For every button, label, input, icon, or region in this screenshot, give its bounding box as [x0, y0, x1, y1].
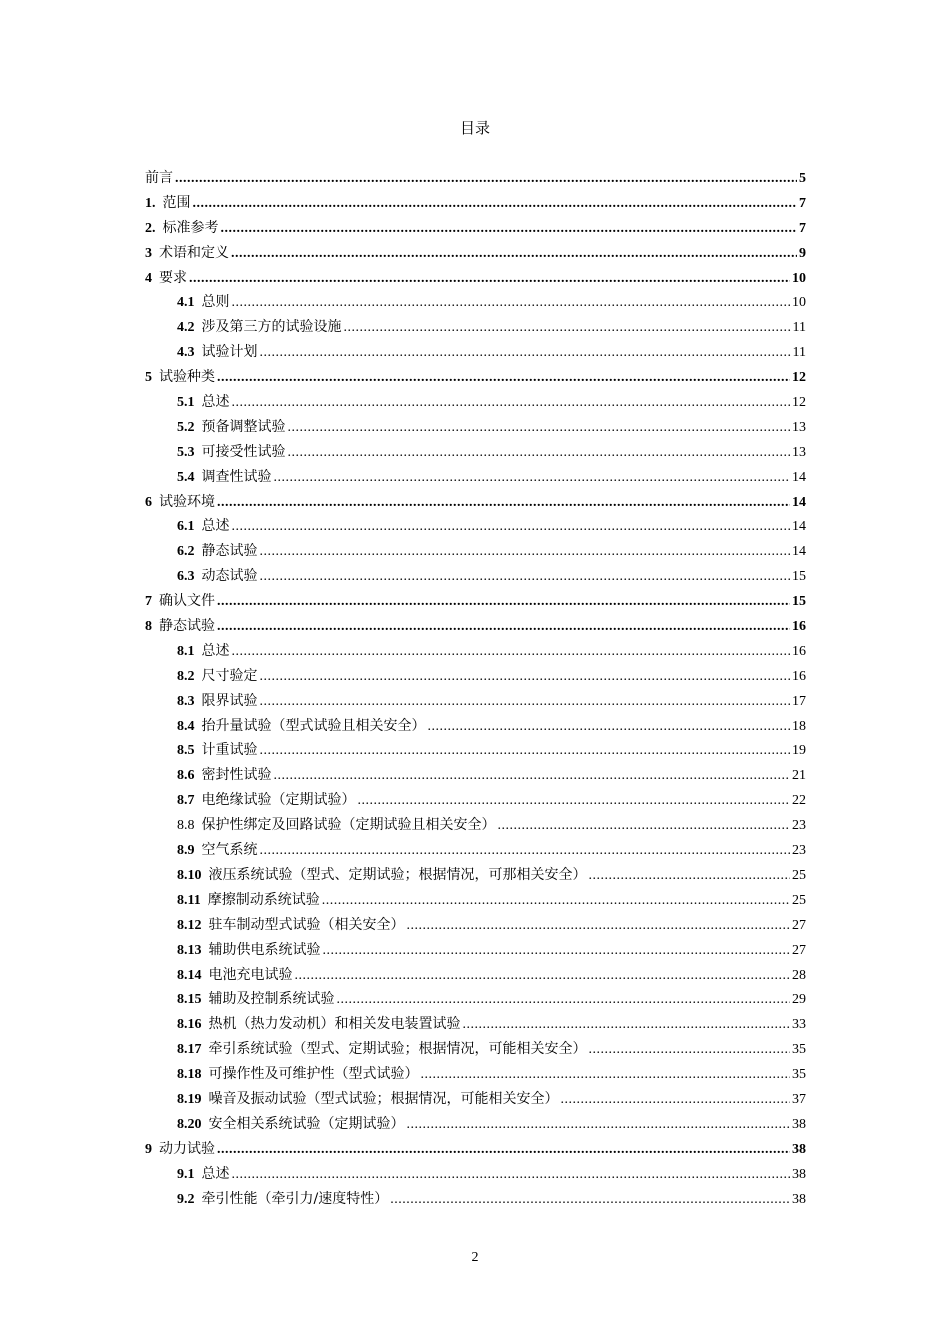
toc-entry[interactable] [145, 838, 806, 863]
toc-entry-page: 14 [792, 469, 806, 485]
toc-entry-page: 28 [792, 967, 806, 983]
toc-entry[interactable] [145, 738, 806, 763]
toc-dot-leader [260, 665, 791, 690]
toc-entry-title: 总述 [201, 642, 230, 659]
toc-entry-title: 密封性试验 [201, 767, 272, 784]
toc-entry-number: 8 [145, 619, 152, 635]
toc-entry-title: 预备调整试验 [201, 418, 286, 435]
toc-entry-number: 7 [145, 594, 152, 610]
toc-entry-number: 8.19 [177, 1091, 202, 1107]
toc-dot-leader [260, 565, 791, 590]
toc-entry-page: 38 [792, 1166, 806, 1182]
toc-entry[interactable] [145, 963, 806, 988]
toc-entry-page: 38 [792, 1191, 806, 1207]
toc-entry-page: 15 [792, 569, 806, 585]
toc-entry[interactable] [145, 1137, 806, 1162]
toc-entry-number: 8.10 [177, 867, 202, 883]
toc-entry-number: 5.2 [177, 419, 195, 435]
toc-entry-title: 范围 [162, 194, 191, 211]
toc-entry-number: 9.1 [177, 1166, 195, 1182]
toc-entry[interactable] [145, 589, 806, 614]
toc-dot-leader [232, 391, 791, 416]
toc-entry-title: 确认文件 [159, 593, 215, 610]
toc-entry-number: 8.18 [177, 1067, 202, 1083]
toc-entry[interactable] [145, 813, 806, 838]
toc-dot-leader [232, 291, 791, 316]
toc-dot-leader [589, 864, 791, 889]
toc-dot-leader [463, 1013, 791, 1038]
toc-entry[interactable] [145, 888, 806, 913]
toc-entry[interactable] [145, 639, 806, 664]
toc-entry-title: 噪音及振动试验（型式试验；根据情况，可能相关安全） [208, 1090, 559, 1107]
toc-entry-page: 19 [792, 743, 806, 759]
toc-entry[interactable] [145, 987, 806, 1012]
toc-entry-title: 牵引系统试验（型式、定期试验；根据情况，可能相关安全） [208, 1041, 587, 1058]
toc-entry-page: 25 [792, 867, 806, 883]
toc-entry-page: 25 [792, 892, 806, 908]
toc-entry-page: 11 [792, 345, 806, 361]
toc-entry[interactable] [145, 913, 806, 938]
toc-entry-title: 动态试验 [201, 568, 258, 585]
toc-dot-leader [217, 1138, 790, 1163]
toc-entry-page: 38 [792, 1116, 806, 1132]
toc-entry-number: 8.13 [177, 942, 202, 958]
toc-entry-number: 8.2 [177, 668, 195, 684]
toc-entry-title: 可操作性及可维护性（型式试验） [208, 1066, 419, 1083]
toc-entry[interactable] [145, 340, 806, 365]
toc-entry-title: 总述 [201, 394, 230, 411]
toc-entry-title: 静态试验 [159, 618, 215, 635]
toc-entry-number: 6.2 [177, 544, 195, 560]
toc-entry-number: 8.3 [177, 693, 195, 709]
toc-entry-number: 5.3 [177, 444, 195, 460]
toc-dot-leader [260, 690, 791, 715]
toc-entry[interactable] [145, 1112, 806, 1137]
toc-entry-title: 空气系统 [201, 842, 258, 859]
toc-entry-title: 总述 [201, 1165, 230, 1182]
toc-entry[interactable] [145, 266, 806, 291]
toc-entry-number: 5.4 [177, 469, 195, 485]
toc-entry-title: 电绝缘试验（定期试验） [201, 792, 356, 809]
toc-entry-title: 安全相关系统试验（定期试验） [208, 1115, 405, 1132]
toc-entry-number: 6 [145, 494, 152, 510]
toc-entry[interactable] [145, 664, 806, 689]
toc-entry-title: 总则 [201, 294, 230, 311]
toc-entry-page: 38 [792, 1141, 806, 1157]
toc-entry-number: 8.9 [177, 843, 195, 859]
toc-dot-leader [274, 764, 791, 789]
toc-entry-number: 4.3 [177, 345, 195, 361]
toc-entry[interactable] [145, 315, 806, 340]
toc-dot-leader [260, 839, 791, 864]
toc-entry[interactable] [145, 938, 806, 963]
toc-entry-number: 8.7 [177, 793, 195, 809]
toc-entry[interactable] [145, 763, 806, 788]
toc-dot-leader [390, 1188, 790, 1213]
toc-entry-number: 8.16 [177, 1017, 202, 1033]
toc-entry-title: 总述 [201, 518, 230, 535]
toc-entry-number: 8.15 [177, 992, 202, 1008]
toc-entry-page: 23 [792, 818, 806, 834]
toc-entry-page: 14 [792, 519, 806, 535]
table-of-contents [145, 166, 806, 1211]
toc-entry[interactable] [145, 166, 806, 191]
toc-entry-page: 7 [799, 195, 806, 211]
toc-entry[interactable] [145, 614, 806, 639]
toc-entry-page: 14 [792, 494, 806, 510]
toc-dot-leader [561, 1088, 791, 1113]
toc-entry-page: 33 [792, 1017, 806, 1033]
toc-dot-leader [260, 341, 791, 366]
toc-entry-number: 9 [145, 1141, 152, 1157]
toc-entry[interactable] [145, 689, 806, 714]
toc-dot-leader [193, 192, 798, 217]
toc-entry-title: 电池充电试验 [208, 966, 293, 983]
toc-entry[interactable] [145, 1012, 806, 1037]
toc-entry-title: 可接受性试验 [201, 443, 286, 460]
toc-dot-leader [288, 416, 791, 441]
toc-entry-title: 前言 [145, 170, 173, 186]
toc-entry-page: 23 [792, 843, 806, 859]
toc-entry-number: 2. [145, 220, 156, 236]
toc-entry-page: 29 [792, 992, 806, 1008]
toc-entry-page: 11 [792, 320, 806, 336]
toc-entry-page: 13 [792, 419, 806, 435]
toc-entry[interactable] [145, 788, 806, 813]
toc-entry[interactable] [145, 1062, 806, 1087]
toc-entry-title: 摩擦制动系统试验 [207, 891, 320, 908]
toc-dot-leader [217, 615, 790, 640]
toc-entry-title: 辅助及控制系统试验 [208, 991, 335, 1008]
toc-entry-number: 8.6 [177, 768, 195, 784]
toc-dot-leader [344, 316, 791, 341]
toc-entry-number: 4.2 [177, 320, 195, 336]
page-title: 目录 [459, 119, 490, 137]
toc-dot-leader [498, 814, 791, 839]
toc-entry-title: 标准参考 [162, 219, 219, 236]
toc-entry-title: 保护性绑定及回路试验（定期试验且相关安全） [201, 817, 496, 834]
toc-dot-leader [407, 1113, 791, 1138]
toc-entry-number: 5.1 [177, 395, 195, 411]
toc-entry-page: 5 [799, 171, 806, 186]
toc-entry-number: 8.5 [177, 743, 195, 759]
toc-entry-page: 14 [792, 544, 806, 560]
toc-entry-number: 6.1 [177, 519, 195, 535]
toc-dot-leader [337, 988, 791, 1013]
toc-entry-number: 8.20 [177, 1116, 202, 1132]
toc-entry-title: 动力试验 [159, 1140, 215, 1157]
toc-entry-number: 8.12 [177, 917, 202, 933]
toc-entry-number: 5 [145, 370, 152, 386]
toc-entry[interactable] [145, 390, 806, 415]
toc-entry-title: 涉及第三方的试验设施 [201, 319, 342, 336]
toc-dot-leader [589, 1038, 791, 1063]
toc-entry[interactable] [145, 241, 806, 266]
toc-entry-title: 液压系统试验（型式、定期试验；根据情况，可那相关安全） [208, 866, 587, 883]
page-number: 2 [471, 1250, 479, 1265]
toc-entry[interactable] [145, 539, 806, 564]
toc-entry-title: 牵引性能（牵引力/速度特性） [201, 1190, 389, 1207]
toc-entry-page: 12 [792, 395, 806, 411]
toc-entry[interactable] [145, 564, 806, 589]
toc-entry[interactable] [145, 365, 806, 390]
toc-dot-leader [232, 515, 791, 540]
toc-entry-page: 27 [792, 917, 806, 933]
toc-dot-leader [428, 715, 791, 740]
toc-entry-number: 9.2 [177, 1191, 195, 1207]
toc-entry-number: 1. [145, 195, 156, 211]
toc-dot-leader [217, 590, 790, 615]
toc-entry-title: 试验种类 [159, 369, 215, 386]
toc-entry[interactable] [145, 1162, 806, 1187]
toc-dot-leader [295, 964, 791, 989]
toc-entry-title: 驻车制动型式试验（相关安全） [208, 916, 405, 933]
toc-dot-leader [358, 789, 791, 814]
toc-entry-page: 10 [792, 295, 806, 311]
toc-entry-page: 27 [792, 942, 806, 958]
toc-dot-leader [231, 242, 797, 267]
toc-entry-page: 7 [799, 220, 806, 236]
toc-entry-number: 6.3 [177, 569, 195, 585]
toc-entry-page: 35 [792, 1067, 806, 1083]
toc-dot-leader [323, 939, 791, 964]
toc-entry[interactable] [145, 440, 806, 465]
toc-dot-leader [260, 540, 791, 565]
toc-entry-title: 热机（热力发动机）和相关发电装置试验 [208, 1016, 461, 1033]
toc-entry-number: 8.11 [177, 892, 201, 908]
toc-entry-page: 10 [792, 270, 806, 286]
toc-entry[interactable] [145, 1037, 806, 1062]
toc-entry-title: 要求 [159, 269, 187, 286]
toc-entry[interactable] [145, 490, 806, 515]
toc-entry-title: 术语和定义 [159, 244, 229, 261]
toc-entry-number: 4 [145, 270, 152, 286]
toc-entry-number: 8.1 [177, 643, 195, 659]
toc-entry-title: 限界试验 [201, 692, 258, 709]
toc-entry[interactable] [145, 191, 806, 216]
toc-entry-page: 37 [792, 1091, 806, 1107]
toc-entry-page: 9 [799, 245, 806, 261]
toc-entry[interactable] [145, 863, 806, 888]
toc-entry-title: 调查性试验 [201, 468, 272, 485]
toc-entry[interactable] [145, 1187, 806, 1212]
toc-dot-leader [217, 491, 790, 516]
toc-entry[interactable] [145, 216, 806, 241]
toc-dot-leader [175, 167, 797, 192]
toc-entry[interactable] [145, 1087, 806, 1112]
toc-entry-page: 16 [792, 643, 806, 659]
toc-entry-page: 35 [792, 1042, 806, 1058]
toc-dot-leader [189, 267, 790, 292]
toc-entry[interactable] [145, 714, 806, 739]
toc-entry[interactable] [145, 465, 806, 490]
toc-entry-number: 3 [145, 245, 152, 261]
toc-entry-page: 13 [792, 444, 806, 460]
toc-dot-leader [322, 889, 790, 914]
toc-entry-title: 尺寸验定 [201, 667, 258, 684]
toc-dot-leader [407, 914, 791, 939]
toc-entry-number: 8.17 [177, 1042, 202, 1058]
toc-entry-page: 21 [792, 768, 806, 784]
toc-entry-page: 17 [792, 693, 806, 709]
toc-entry-page: 16 [792, 668, 806, 684]
toc-entry-page: 18 [792, 718, 806, 734]
toc-entry-title: 试验环境 [159, 493, 215, 510]
toc-entry[interactable] [145, 290, 806, 315]
toc-dot-leader [217, 366, 790, 391]
toc-entry-title: 抬升量试验（型式试验且相关安全） [201, 717, 426, 734]
toc-entry-title: 静态试验 [201, 543, 258, 560]
toc-dot-leader [288, 441, 791, 466]
toc-entry-page: 16 [792, 619, 806, 635]
toc-dot-leader [274, 466, 791, 491]
toc-dot-leader [221, 217, 798, 242]
toc-dot-leader [232, 1163, 791, 1188]
toc-entry-page: 22 [792, 793, 806, 809]
toc-entry-number: 4.1 [177, 295, 195, 311]
toc-entry-title: 计重试验 [201, 742, 258, 759]
toc-entry[interactable] [145, 514, 806, 539]
toc-entry-number: 8.8 [177, 818, 195, 834]
toc-entry-number: 8.4 [177, 718, 195, 734]
toc-dot-leader [421, 1063, 791, 1088]
toc-entry-title: 辅助供电系统试验 [208, 941, 321, 958]
toc-dot-leader [232, 640, 791, 665]
toc-entry[interactable] [145, 415, 806, 440]
toc-entry-page: 12 [792, 370, 806, 386]
toc-entry-page: 15 [792, 594, 806, 610]
toc-dot-leader [260, 739, 791, 764]
toc-entry-title: 试验计划 [201, 344, 258, 361]
toc-entry-number: 8.14 [177, 967, 202, 983]
